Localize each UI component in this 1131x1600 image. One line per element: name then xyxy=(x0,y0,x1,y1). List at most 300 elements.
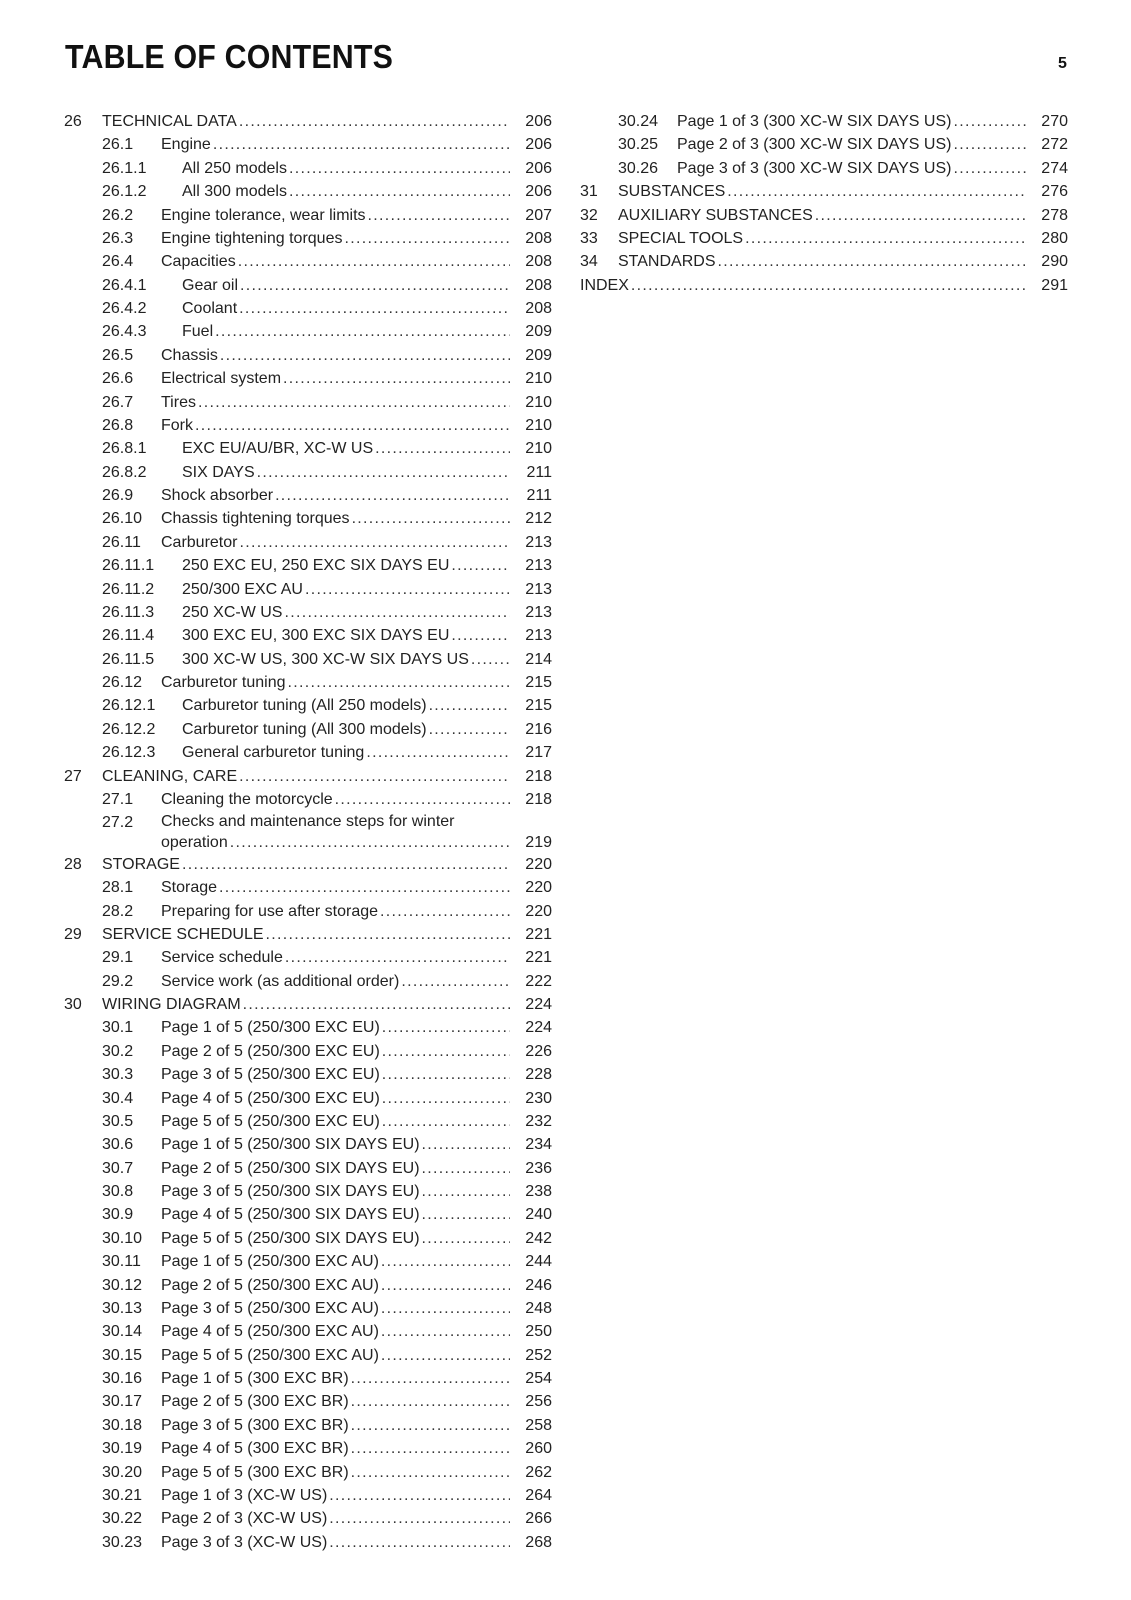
toc-entry-number: 26.8.2 xyxy=(102,463,147,481)
toc-entry[interactable] xyxy=(64,1461,552,1484)
toc-entry[interactable] xyxy=(64,180,552,203)
toc-entry[interactable] xyxy=(64,853,552,876)
dot-leader xyxy=(422,1133,510,1156)
dot-leader xyxy=(815,204,1026,227)
toc-entry-page: 213 xyxy=(525,533,552,551)
dot-leader xyxy=(953,157,1026,180)
toc-entry-title: Checks and maintenance steps for winter xyxy=(161,813,455,831)
toc-entry-page: 266 xyxy=(525,1510,552,1528)
toc-entry[interactable] xyxy=(64,1507,552,1530)
toc-entry[interactable] xyxy=(64,437,552,460)
toc-entry[interactable] xyxy=(64,1180,552,1203)
dot-leader xyxy=(422,1157,510,1180)
toc-entry-number: 26.4 xyxy=(102,253,134,271)
dot-leader xyxy=(381,1344,510,1367)
toc-entry[interactable] xyxy=(64,391,552,414)
toc-entry[interactable] xyxy=(580,250,1068,273)
dot-leader xyxy=(289,157,510,180)
dot-leader xyxy=(230,832,510,853)
toc-entry-title: Page 2 of 3 (300 XC-W SIX DAYS US) xyxy=(677,136,952,154)
toc-entry[interactable] xyxy=(64,1063,552,1086)
toc-entry-page: 252 xyxy=(525,1346,552,1364)
toc-entry[interactable] xyxy=(64,718,552,741)
toc-entry[interactable] xyxy=(64,320,552,343)
toc-entry-page: 264 xyxy=(525,1486,552,1504)
toc-entry-number: 26.2 xyxy=(102,206,134,224)
toc-entry-page: 220 xyxy=(525,855,552,873)
dot-leader xyxy=(198,391,510,414)
toc-entry[interactable] xyxy=(64,1437,552,1460)
toc-entry-title: CLEANING, CARE xyxy=(102,767,238,785)
toc-entry[interactable] xyxy=(64,1087,552,1110)
dot-leader xyxy=(220,344,510,367)
toc-entry[interactable] xyxy=(64,624,552,647)
toc-entry-page: 219 xyxy=(525,834,552,852)
toc-entry-title: Carburetor xyxy=(161,533,238,551)
toc-entry-title: Coolant xyxy=(182,300,238,317)
toc-entry-title: STORAGE xyxy=(102,855,180,873)
toc-entry[interactable] xyxy=(64,1344,552,1367)
toc-entry-page: 291 xyxy=(1041,276,1068,294)
toc-entry[interactable] xyxy=(64,297,552,320)
toc-entry[interactable] xyxy=(64,765,552,788)
toc-entry[interactable] xyxy=(64,741,552,764)
toc-entry-title: EXC EU/AU/BR, XC-W US xyxy=(182,440,374,458)
toc-entry-title: Cleaning the motorcycle xyxy=(161,790,333,808)
dot-leader xyxy=(429,718,510,741)
dot-leader xyxy=(284,601,510,624)
toc-entry-page: 221 xyxy=(525,949,552,967)
toc-entry-page: 209 xyxy=(525,323,552,341)
toc-entry[interactable] xyxy=(64,133,552,156)
toc-entry-page: 213 xyxy=(525,627,552,645)
dot-leader xyxy=(352,507,510,530)
dot-leader xyxy=(351,1390,510,1413)
toc-entry-number: 29.1 xyxy=(102,949,134,967)
toc-entry[interactable] xyxy=(64,1203,552,1226)
toc-entry-number: 30.15 xyxy=(102,1346,143,1364)
toc-entry-number: 26.4.3 xyxy=(102,323,147,341)
toc-entry-page: 274 xyxy=(1041,159,1068,177)
toc-entry-title: All 300 models xyxy=(182,183,287,201)
toc-entry[interactable] xyxy=(64,1016,552,1039)
toc-entry-page: 224 xyxy=(525,1019,552,1037)
dot-leader xyxy=(239,531,510,554)
toc-entry-title: Service schedule xyxy=(161,949,283,967)
dot-leader xyxy=(382,1087,510,1110)
toc-entry-number: 27 xyxy=(64,767,82,785)
toc-entry-title: 300 XC-W US, 300 XC-W SIX DAYS US xyxy=(182,650,469,668)
toc-entry-page: 217 xyxy=(525,744,552,762)
toc-entry-number: 32 xyxy=(580,206,598,224)
toc-entry[interactable] xyxy=(64,1484,552,1507)
dot-leader xyxy=(329,1484,510,1507)
dot-leader xyxy=(422,1227,510,1250)
toc-entry[interactable] xyxy=(580,133,1068,156)
toc-entry-title: General carburetor tuning xyxy=(182,744,365,762)
toc-entry[interactable] xyxy=(64,671,552,694)
toc-entry[interactable] xyxy=(64,484,552,507)
toc-entry[interactable] xyxy=(64,507,552,530)
dot-leader xyxy=(239,765,510,788)
toc-entry[interactable] xyxy=(64,1531,552,1554)
toc-entry-title: SPECIAL TOOLS xyxy=(618,229,744,247)
toc-entry-number: 30.20 xyxy=(102,1463,143,1481)
toc-entry-number: 30.25 xyxy=(618,136,659,154)
toc-entry-page: 278 xyxy=(1041,206,1068,224)
toc-entry-page: 210 xyxy=(525,440,552,458)
toc-entry-title: 250 XC-W US xyxy=(182,603,283,621)
toc-entry-title: Page 5 of 5 (250/300 SIX DAYS EU) xyxy=(161,1229,420,1247)
toc-entry-title: Page 2 of 5 (250/300 EXC EU) xyxy=(161,1042,380,1060)
dot-leader xyxy=(382,1110,510,1133)
toc-entry-number: 26.4.2 xyxy=(102,300,147,317)
dot-leader xyxy=(215,320,510,343)
toc-entry[interactable] xyxy=(64,1227,552,1250)
toc-entry[interactable] xyxy=(64,344,552,367)
toc-entry-title: Chassis xyxy=(161,346,218,364)
dot-leader xyxy=(401,970,510,993)
dot-leader xyxy=(351,1461,510,1484)
toc-entry-title: Page 3 of 5 (250/300 EXC EU) xyxy=(161,1066,380,1084)
dot-leader xyxy=(266,923,510,946)
toc-entry-page: 208 xyxy=(525,253,552,271)
toc-entry-title: Engine tolerance, wear limits xyxy=(161,206,366,224)
toc-entry-number: 30.13 xyxy=(102,1299,143,1317)
toc-entry-number: 26.11.3 xyxy=(102,603,155,621)
toc-entry-page: 280 xyxy=(1041,229,1068,247)
toc-entry-number: 29.2 xyxy=(102,972,134,990)
toc-entry-title: Page 3 of 3 (300 XC-W SIX DAYS US) xyxy=(677,159,952,177)
toc-entry-number: 30.22 xyxy=(102,1510,143,1528)
dot-leader xyxy=(257,461,510,484)
toc-entry-number: 30.14 xyxy=(102,1323,143,1341)
toc-entry[interactable] xyxy=(64,1157,552,1180)
toc-entry-page: 208 xyxy=(525,229,552,247)
toc-entry-title: Page 3 of 3 (XC-W US) xyxy=(161,1533,328,1551)
toc-entry[interactable] xyxy=(580,274,1068,297)
toc-entry-page: 208 xyxy=(525,300,552,317)
toc-entry-page: 228 xyxy=(525,1066,552,1084)
toc-entry-page: 206 xyxy=(525,113,552,130)
toc-entry-title: SERVICE SCHEDULE xyxy=(102,925,264,943)
toc-entry-number: 30.6 xyxy=(102,1136,134,1154)
toc-entry-page: 224 xyxy=(525,996,552,1013)
toc-entry-number: 30.9 xyxy=(102,1206,134,1224)
toc-entry-title: Gear oil xyxy=(182,276,239,294)
toc-entry[interactable] xyxy=(580,227,1068,250)
toc-right-column xyxy=(580,110,1068,297)
dot-leader xyxy=(285,946,510,969)
toc-entry-title: Page 5 of 5 (250/300 EXC AU) xyxy=(161,1346,379,1364)
toc-entry-title: Page 4 of 5 (250/300 EXC AU) xyxy=(161,1323,379,1341)
toc-entry[interactable] xyxy=(64,811,552,853)
toc-entry-page: 230 xyxy=(525,1089,552,1107)
dot-leader xyxy=(429,694,510,717)
toc-entry-number: 26.7 xyxy=(102,393,134,411)
toc-entry-page: 214 xyxy=(525,650,552,668)
toc-entry-page: 211 xyxy=(526,463,552,481)
toc-entry-page: 212 xyxy=(525,510,552,528)
toc-entry-title: SIX DAYS xyxy=(182,463,255,481)
toc-entry[interactable] xyxy=(64,923,552,946)
dot-leader xyxy=(718,250,1027,273)
toc-entry-title: Shock absorber xyxy=(161,487,274,504)
toc-entry-page: 272 xyxy=(1041,136,1068,154)
toc-entry-number: 30.11 xyxy=(102,1253,141,1271)
toc-entry[interactable] xyxy=(64,250,552,273)
dot-leader xyxy=(283,367,510,390)
toc-entry-title: Fork xyxy=(161,416,193,434)
toc-entry-page: 236 xyxy=(525,1159,552,1177)
toc-entry-title: Tires xyxy=(161,393,196,411)
toc-entry[interactable] xyxy=(64,227,552,250)
toc-entry-number: 30.26 xyxy=(618,159,659,177)
toc-entry-page: 258 xyxy=(525,1416,552,1434)
toc-entry-title: STANDARDS xyxy=(618,253,716,271)
toc-entry-page: 213 xyxy=(525,580,552,598)
toc-entry-title: Page 4 of 5 (300 EXC BR) xyxy=(161,1440,349,1458)
toc-entry-title: 300 EXC EU, 300 EXC SIX DAYS EU xyxy=(182,627,450,645)
toc-entry-number: 26.11.4 xyxy=(102,627,155,645)
toc-entry-page: 210 xyxy=(525,416,552,434)
toc-entry-number: 30.7 xyxy=(102,1159,134,1177)
toc-entry-number: 26.8 xyxy=(102,416,134,434)
dot-leader xyxy=(182,853,510,876)
toc-entry-page: 270 xyxy=(1041,113,1068,130)
toc-entry[interactable] xyxy=(64,1320,552,1343)
toc-entry-page: 276 xyxy=(1041,183,1068,201)
toc-entry-page: 246 xyxy=(525,1276,552,1294)
toc-entry[interactable] xyxy=(64,970,552,993)
toc-entry[interactable] xyxy=(64,1390,552,1413)
dot-leader xyxy=(382,1063,510,1086)
dot-leader xyxy=(451,624,510,647)
toc-entry-title: WIRING DIAGRAM xyxy=(102,996,241,1013)
toc-entry[interactable] xyxy=(64,946,552,969)
toc-entry[interactable] xyxy=(64,461,552,484)
toc-entry-number: 30.8 xyxy=(102,1183,134,1200)
dot-leader xyxy=(213,133,510,156)
toc-entry-number: 30.3 xyxy=(102,1066,134,1084)
toc-entry[interactable] xyxy=(64,578,552,601)
toc-entry-number: 26.12 xyxy=(102,674,143,691)
toc-entry-title: Page 2 of 3 (XC-W US) xyxy=(161,1510,328,1528)
dot-leader xyxy=(239,110,510,133)
toc-entry-number: 26.11 xyxy=(102,533,141,551)
toc-entry-number: 30.2 xyxy=(102,1042,134,1060)
dot-leader xyxy=(422,1203,510,1226)
dot-leader xyxy=(275,484,510,507)
toc-entry[interactable] xyxy=(64,1414,552,1437)
toc-entry-title: Page 3 of 5 (250/300 EXC AU) xyxy=(161,1299,379,1317)
toc-entry-title: Page 4 of 5 (250/300 SIX DAYS EU) xyxy=(161,1206,420,1224)
toc-entry[interactable] xyxy=(64,110,552,133)
toc-entry-title: Page 2 of 5 (250/300 EXC AU) xyxy=(161,1276,379,1294)
toc-entry-number: 30.17 xyxy=(102,1393,143,1411)
dot-leader xyxy=(335,788,510,811)
toc-entry-page: 209 xyxy=(525,346,552,364)
toc-entry-title: Preparing for use after storage xyxy=(161,902,379,920)
toc-entry-page: 215 xyxy=(525,674,552,691)
toc-entry-title: Page 3 of 5 (250/300 SIX DAYS EU) xyxy=(161,1183,420,1200)
toc-entry-title: Capacities xyxy=(161,253,236,271)
toc-entry-title: SUBSTANCES xyxy=(618,183,726,201)
toc-entry-number: 26.9 xyxy=(102,487,134,504)
toc-entry-page: 238 xyxy=(525,1183,552,1200)
page-title: TABLE OF CONTENTS xyxy=(65,38,394,75)
toc-entry-number: 26.12.3 xyxy=(102,744,156,762)
dot-leader xyxy=(351,1437,510,1460)
toc-entry-number: 26.12.1 xyxy=(102,697,156,715)
toc-entry-page: 220 xyxy=(525,902,552,920)
toc-entry[interactable] xyxy=(64,274,552,297)
dot-leader xyxy=(288,671,510,694)
toc-entry-number: 27.1 xyxy=(102,790,134,808)
dot-leader xyxy=(240,274,510,297)
dot-leader xyxy=(289,180,510,203)
toc-entry-title: Page 2 of 5 (300 EXC BR) xyxy=(161,1393,349,1411)
toc-entry[interactable] xyxy=(64,876,552,899)
toc-entry-title: Fuel xyxy=(182,323,214,341)
toc-entry[interactable] xyxy=(64,531,552,554)
toc-entry-number: 30.18 xyxy=(102,1416,143,1434)
toc-entry-page: 206 xyxy=(525,159,552,177)
toc-entry[interactable] xyxy=(64,157,552,180)
toc-entry-number: 30.24 xyxy=(618,113,659,130)
toc-entry-page: 254 xyxy=(525,1370,552,1387)
toc-entry[interactable] xyxy=(64,601,552,624)
toc-entry-page: 290 xyxy=(1041,253,1068,271)
toc-entry-number: 30.10 xyxy=(102,1229,143,1247)
toc-entry[interactable] xyxy=(64,1367,552,1390)
toc-entry[interactable] xyxy=(64,1133,552,1156)
toc-entry[interactable] xyxy=(64,204,552,227)
toc-entry[interactable] xyxy=(64,694,552,717)
dot-leader xyxy=(219,876,510,899)
toc-entry-page: 226 xyxy=(525,1042,552,1060)
dot-leader xyxy=(953,133,1026,156)
toc-entry-title: Engine tightening torques xyxy=(161,229,343,247)
toc-entry-page: 220 xyxy=(525,879,552,897)
toc-entry-title: Service work (as additional order) xyxy=(161,972,400,990)
toc-entry-number: 30.4 xyxy=(102,1089,134,1107)
toc-entry-number: 30.23 xyxy=(102,1533,143,1551)
toc-entry-number: 26.4.1 xyxy=(102,276,147,294)
toc-entry[interactable] xyxy=(64,1110,552,1133)
toc-entry-title-continued: operation xyxy=(161,834,228,852)
toc-entry-title: Page 5 of 5 (300 EXC BR) xyxy=(161,1463,349,1481)
toc-entry-page: 206 xyxy=(525,183,552,201)
toc-entry[interactable] xyxy=(64,554,552,577)
toc-entry[interactable] xyxy=(580,204,1068,227)
toc-entry-page: 260 xyxy=(525,1440,552,1458)
toc-entry-page: 234 xyxy=(525,1136,552,1154)
toc-entry-title: Engine xyxy=(161,136,211,154)
toc-entry-number: 26.1.1 xyxy=(102,159,147,177)
toc-entry[interactable] xyxy=(64,900,552,923)
toc-entry-page: 218 xyxy=(525,767,552,785)
toc-entry[interactable] xyxy=(64,993,552,1016)
toc-entry-title: Carburetor tuning xyxy=(161,674,286,691)
toc-entry-page: 216 xyxy=(525,720,552,738)
toc-entry[interactable] xyxy=(580,157,1068,180)
toc-entry-title: 250/300 EXC AU xyxy=(182,580,303,598)
dot-leader xyxy=(451,554,510,577)
dot-leader xyxy=(351,1367,510,1390)
toc-entry-page: 207 xyxy=(525,206,552,224)
toc-entry-title: Electrical system xyxy=(161,370,282,388)
toc-entry[interactable] xyxy=(64,1297,552,1320)
toc-entry[interactable] xyxy=(64,648,552,671)
toc-entry-number: 30 xyxy=(64,996,82,1013)
dot-leader xyxy=(239,297,510,320)
toc-entry-title: Page 1 of 5 (250/300 EXC AU) xyxy=(161,1253,379,1271)
toc-entry[interactable] xyxy=(64,1274,552,1297)
toc-entry[interactable] xyxy=(64,1040,552,1063)
toc-entry-page: 218 xyxy=(525,790,552,808)
toc-entry-page: 208 xyxy=(525,276,552,294)
toc-entry-page: 213 xyxy=(525,557,552,575)
toc-entry[interactable] xyxy=(64,1250,552,1273)
toc-entry[interactable] xyxy=(64,788,552,811)
dot-leader xyxy=(305,578,510,601)
dot-leader xyxy=(195,414,510,437)
toc-entry-title: Storage xyxy=(161,879,218,897)
dot-leader xyxy=(727,180,1026,203)
dot-leader xyxy=(243,993,510,1016)
toc-entry-number: 34 xyxy=(580,253,598,271)
toc-entry-title: Carburetor tuning (All 250 models) xyxy=(182,697,427,715)
toc-entry-number: 28.2 xyxy=(102,902,134,920)
toc-entry-number: 31 xyxy=(580,183,598,201)
toc-entry-page: 222 xyxy=(525,972,552,990)
toc-entry-number: 26.3 xyxy=(102,229,134,247)
toc-entry[interactable] xyxy=(64,414,552,437)
toc-entry-title: Page 1 of 5 (300 EXC BR) xyxy=(161,1370,349,1387)
dot-leader xyxy=(238,250,510,273)
page-number: 5 xyxy=(1058,55,1067,72)
toc-entry-page: 242 xyxy=(525,1229,552,1247)
dot-leader xyxy=(351,1414,510,1437)
toc-entry-number: 26.11.1 xyxy=(102,557,155,575)
toc-entry-number: 30.12 xyxy=(102,1276,143,1294)
toc-entry-title: Page 1 of 5 (250/300 EXC EU) xyxy=(161,1019,380,1037)
dot-leader xyxy=(380,900,510,923)
toc-entry-title: All 250 models xyxy=(182,159,287,177)
dot-leader xyxy=(471,648,510,671)
toc-entry[interactable] xyxy=(64,367,552,390)
dot-leader xyxy=(382,1040,510,1063)
toc-entry-title: Page 2 of 5 (250/300 SIX DAYS EU) xyxy=(161,1159,420,1177)
toc-entry-number: 30.19 xyxy=(102,1440,143,1458)
toc-entry-number: 30.1 xyxy=(102,1019,134,1037)
toc-entry-number: 26 xyxy=(64,113,82,130)
dot-leader xyxy=(953,110,1026,133)
toc-entry[interactable] xyxy=(580,110,1068,133)
toc-entry[interactable] xyxy=(580,180,1068,203)
toc-entry-page: 206 xyxy=(525,136,552,154)
dot-leader xyxy=(375,437,510,460)
toc-entry-title: Page 4 of 5 (250/300 EXC EU) xyxy=(161,1089,380,1107)
toc-entry-page: 232 xyxy=(525,1112,552,1130)
toc-entry-title: TECHNICAL DATA xyxy=(102,113,237,130)
toc-entry-page: 210 xyxy=(525,370,552,388)
toc-entry-number: 26.5 xyxy=(102,346,134,364)
toc-entry-number: 30.5 xyxy=(102,1112,134,1130)
dot-leader xyxy=(368,204,510,227)
toc-entry-number: 33 xyxy=(580,229,598,247)
